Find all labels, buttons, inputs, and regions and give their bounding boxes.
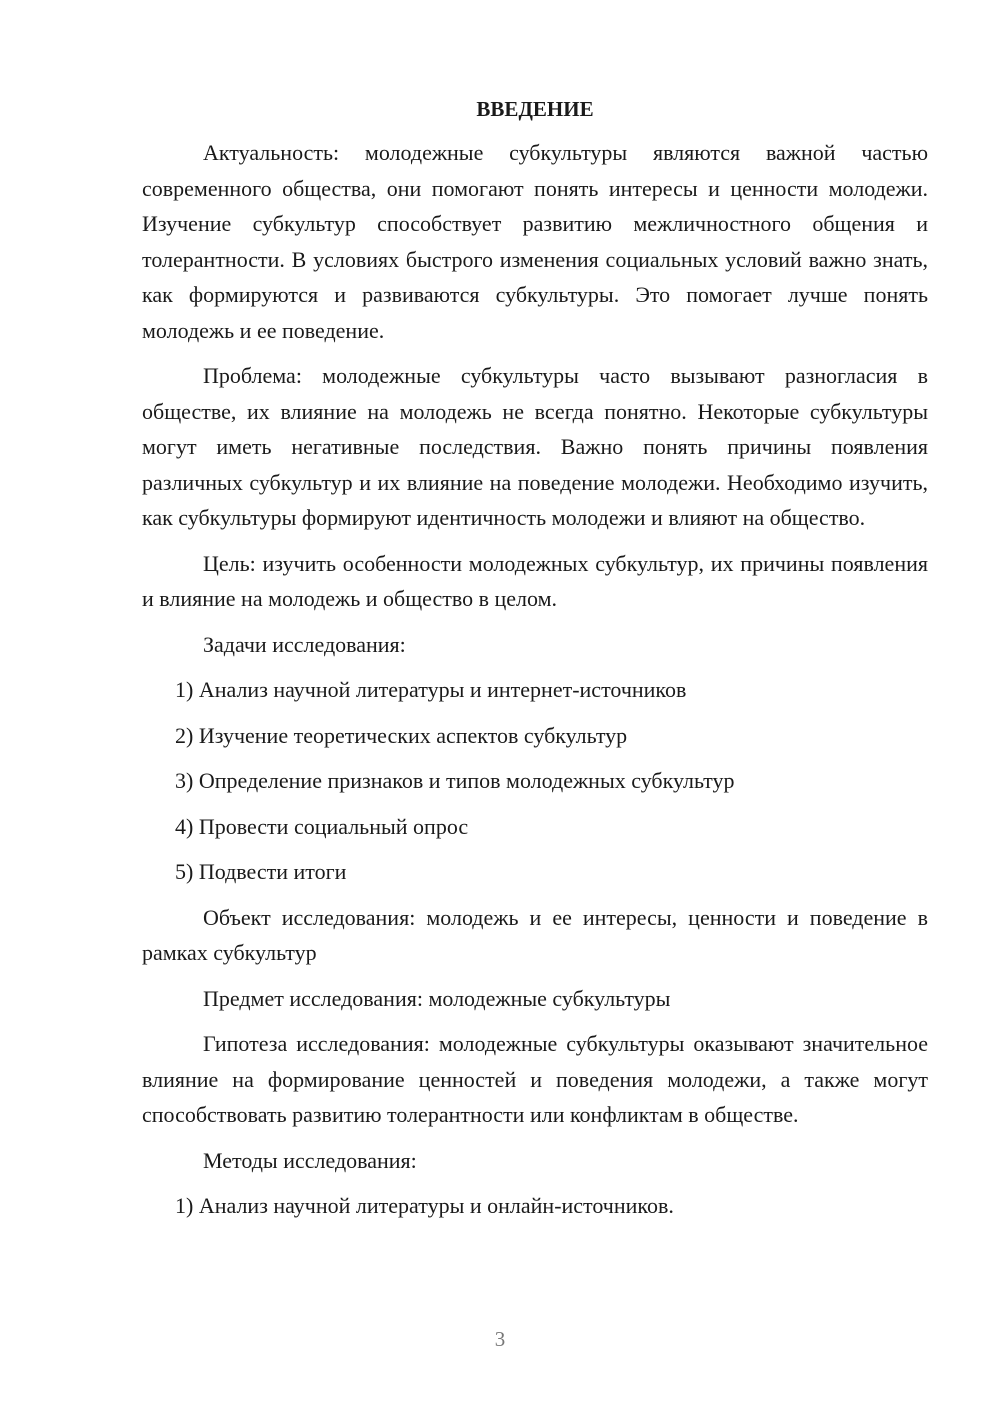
page-number: 3 xyxy=(494,1327,506,1351)
paragraph-subject: Предмет исследования: молодежные субкультуры xyxy=(203,985,671,1011)
paragraph-relevance: Актуальность: молодежные субкультуры являются важной частью современного общества, они помогают понять интересы и ценности молодежи. Изучение субкультур способствует развитию межличностного общения и толерантности. В условиях быстрого изменения социальных условий важно знать, как формируются и развиваются субкультуры. Это помогает лучше понять молодежь и ее поведение. xyxy=(142,140,928,343)
list-item: 1) Анализ научной литературы и интернет-источников xyxy=(175,677,687,702)
list-item: 2) Изучение теоретических аспектов субкультур xyxy=(175,722,628,748)
list-item: 5) Подвести итоги xyxy=(175,859,347,884)
paragraph-hypothesis: Гипотеза исследования: молодежные субкультуры оказывают значительное влияние на формирование ценностей и поведения молодежи, а также могут способствовать развитию толерантности или конфликтам в обществе. xyxy=(142,1031,928,1127)
methods-heading: Методы исследования: xyxy=(203,1147,417,1173)
tasks-heading: Задачи исследования: xyxy=(203,631,406,657)
paragraph-problem: Проблема: молодежные субкультуры часто вызывают разногласия в обществе, их влияние на молодежь не всегда понятно. Некоторые субкультуры могут иметь негативные последствия. Важно понять причины появления различных субкультур и их влияние на поведение молодежи. Необходимо изучить, как субкультуры формируют идентичность молодежи и влияют на общество. xyxy=(142,363,928,530)
section-title: ВВЕДЕНИЕ xyxy=(476,97,594,121)
paragraph-goal: Цель: изучить особенности молодежных субкультур, их причины появления и влияние на молодежь и общество в целом. xyxy=(142,550,928,611)
list-item: 4) Провести социальный опрос xyxy=(175,813,469,839)
list-item: 1) Анализ научной литературы и онлайн-источников. xyxy=(175,1193,674,1218)
tasks-list xyxy=(142,672,928,890)
paragraph-object: Объект исследования: молодежь и ее интересы, ценности и поведение в рамках субкультур xyxy=(142,904,928,965)
list-item: 3) Определение признаков и типов молодежных субкультур xyxy=(175,768,735,793)
methods-list xyxy=(142,1188,928,1224)
document-page xyxy=(142,92,928,1234)
